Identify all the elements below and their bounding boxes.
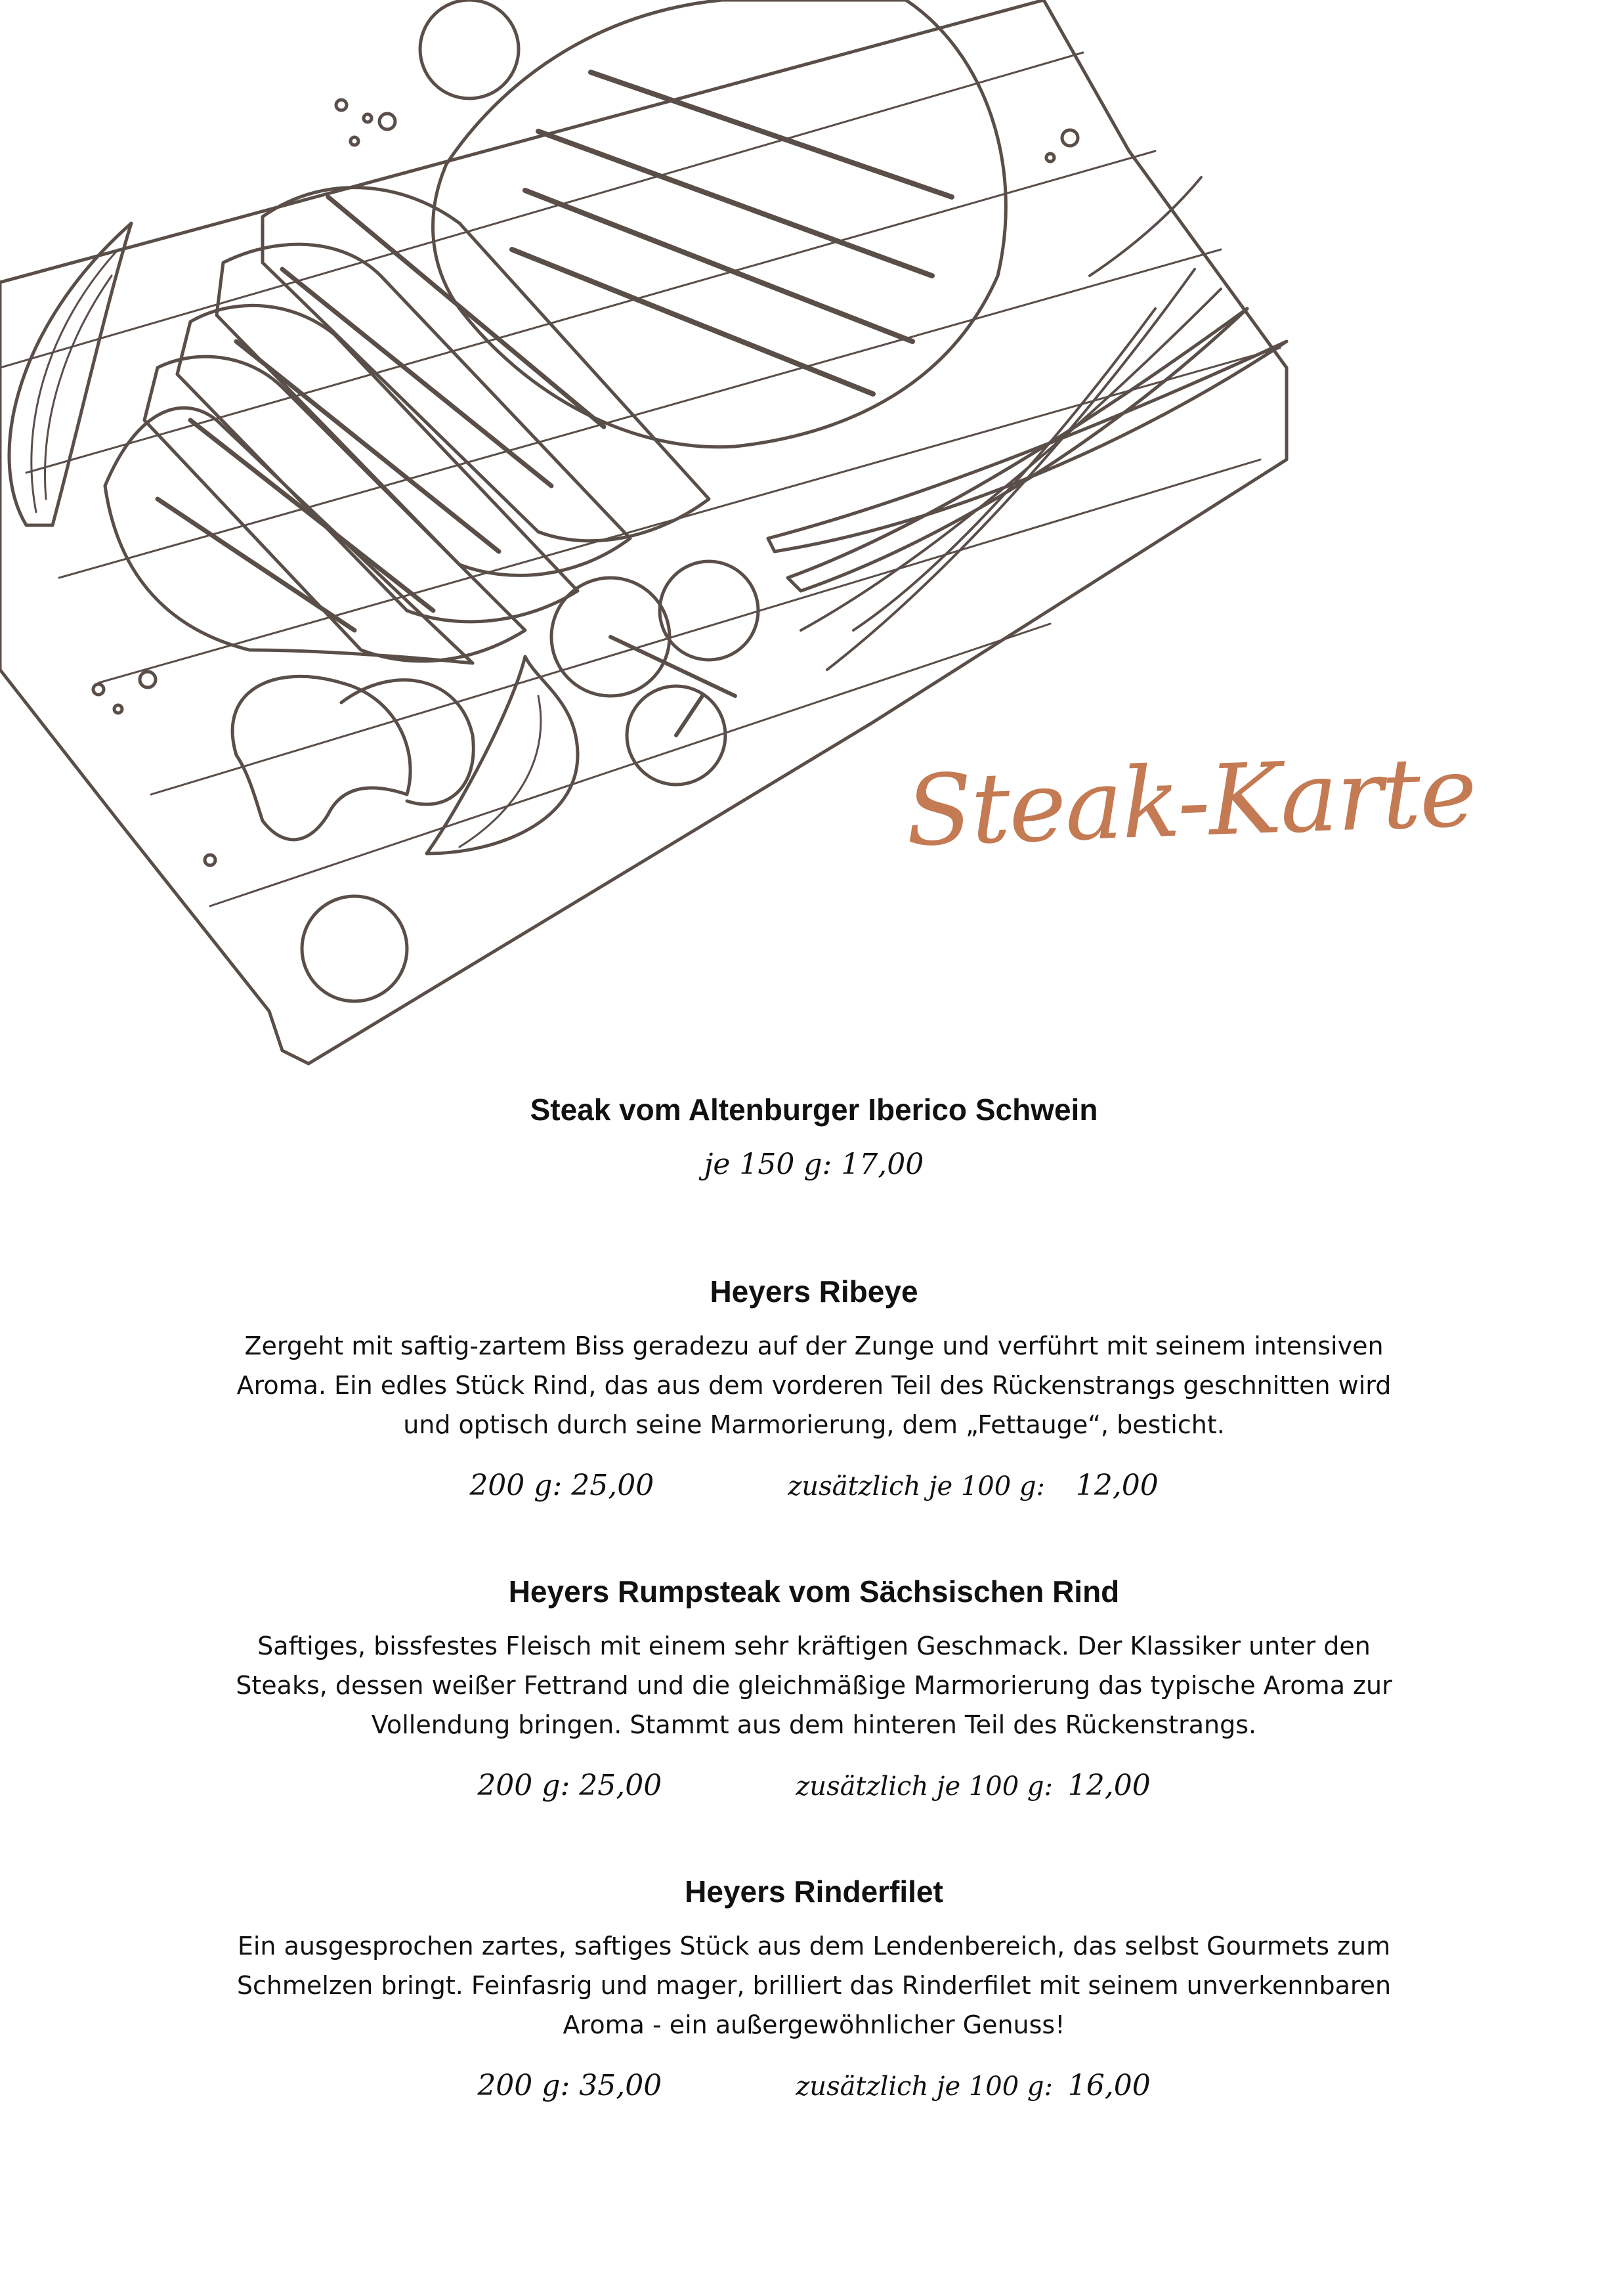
green-beans (768, 341, 1287, 552)
menu-item (197, 1869, 1431, 2108)
menu-item-price: je 150 g: 17,00 (704, 1148, 924, 1181)
menu-item-description: Ein ausgesprochen zartes, saftiges Stück aus dem Lendenbereich, das selbst Gourmets zum Schmelzen bringt. Feinfasrig und mager, brilliert das Rinderfilet mit seinem unverkennbaren Aroma - ein außergewöhnlicher Genuss! (236, 1932, 1392, 2039)
menu-item (197, 1087, 1431, 1186)
menu-item-price: 200 g: 35,00 (477, 2069, 662, 2102)
tomato-top (420, 0, 519, 98)
menu-item-extra-price (796, 2064, 1150, 2108)
extra-price-label: zusätzlich je 100 g: (788, 1471, 1045, 1502)
extra-price-value: 12,00 (1067, 1769, 1151, 1802)
menu-item-price-line (197, 1143, 1431, 1186)
steak-slice-2 (217, 244, 630, 575)
onion-wedge-left (9, 223, 131, 525)
menu-item-price-line (197, 1464, 1431, 1508)
extra-price-value: 12,00 (1075, 1469, 1159, 1502)
extra-price-label: zusätzlich je 100 g: (796, 1771, 1053, 1802)
steak-board-illustration (0, 0, 1378, 1103)
menu-item (197, 1268, 1431, 1508)
extra-price-value: 16,00 (1067, 2069, 1151, 2102)
extra-price-label: zusätzlich je 100 g: (796, 2071, 1053, 2102)
steak-slice-5 (105, 408, 473, 663)
menu-item-price: 200 g: 25,00 (469, 1469, 654, 1502)
menu-item-name: Heyers Rinderfilet (685, 1874, 943, 1909)
menu-item-price-line (197, 2064, 1431, 2108)
onion-wedge-bottom (427, 657, 578, 854)
menu-item-price: 200 g: 25,00 (477, 1769, 662, 1802)
menu-item-name: Heyers Rumpsteak vom Sächsischen Rind (508, 1574, 1120, 1609)
menu-item (197, 1569, 1431, 1808)
menu-item-name: Steak vom Altenburger Iberico Schwein (530, 1093, 1098, 1127)
menu-item-name: Heyers Ribeye (710, 1274, 918, 1309)
mushroom (232, 676, 410, 840)
menu-item-description: Zergeht mit saftig-zartem Biss geradezu auf der Zunge und verführt mit seinem intensiven Aroma. Ein edles Stück Rind, das aus dem vorderen Teil des Rückenstrangs geschnitten wird und optisch durch seine Marmorierung, dem „Fettauge“, besticht. (236, 1332, 1392, 1439)
menu-item-extra-price (796, 1764, 1150, 1808)
steak-slice-1 (263, 188, 709, 541)
steak-menu (197, 1087, 1431, 2108)
menu-item-extra-price (788, 1464, 1158, 1508)
big-steak (433, 0, 1006, 447)
page-title: Steak-Karte (903, 735, 1478, 868)
tomato-bottom-left (302, 896, 407, 1001)
tomato-right (660, 561, 758, 660)
menu-item-price-line (197, 1764, 1431, 1808)
menu-item-description: Saftiges, bissfestes Fleisch mit einem sehr kräftigen Geschmack. Der Klassiker unter den Steaks, dessen weißer Fettrand und die gleichmäßige Marmorierung das typische Aroma zur Vollendung bringen. Stammt aus dem hinteren Teil des Rückenstrangs. (236, 1632, 1392, 1739)
